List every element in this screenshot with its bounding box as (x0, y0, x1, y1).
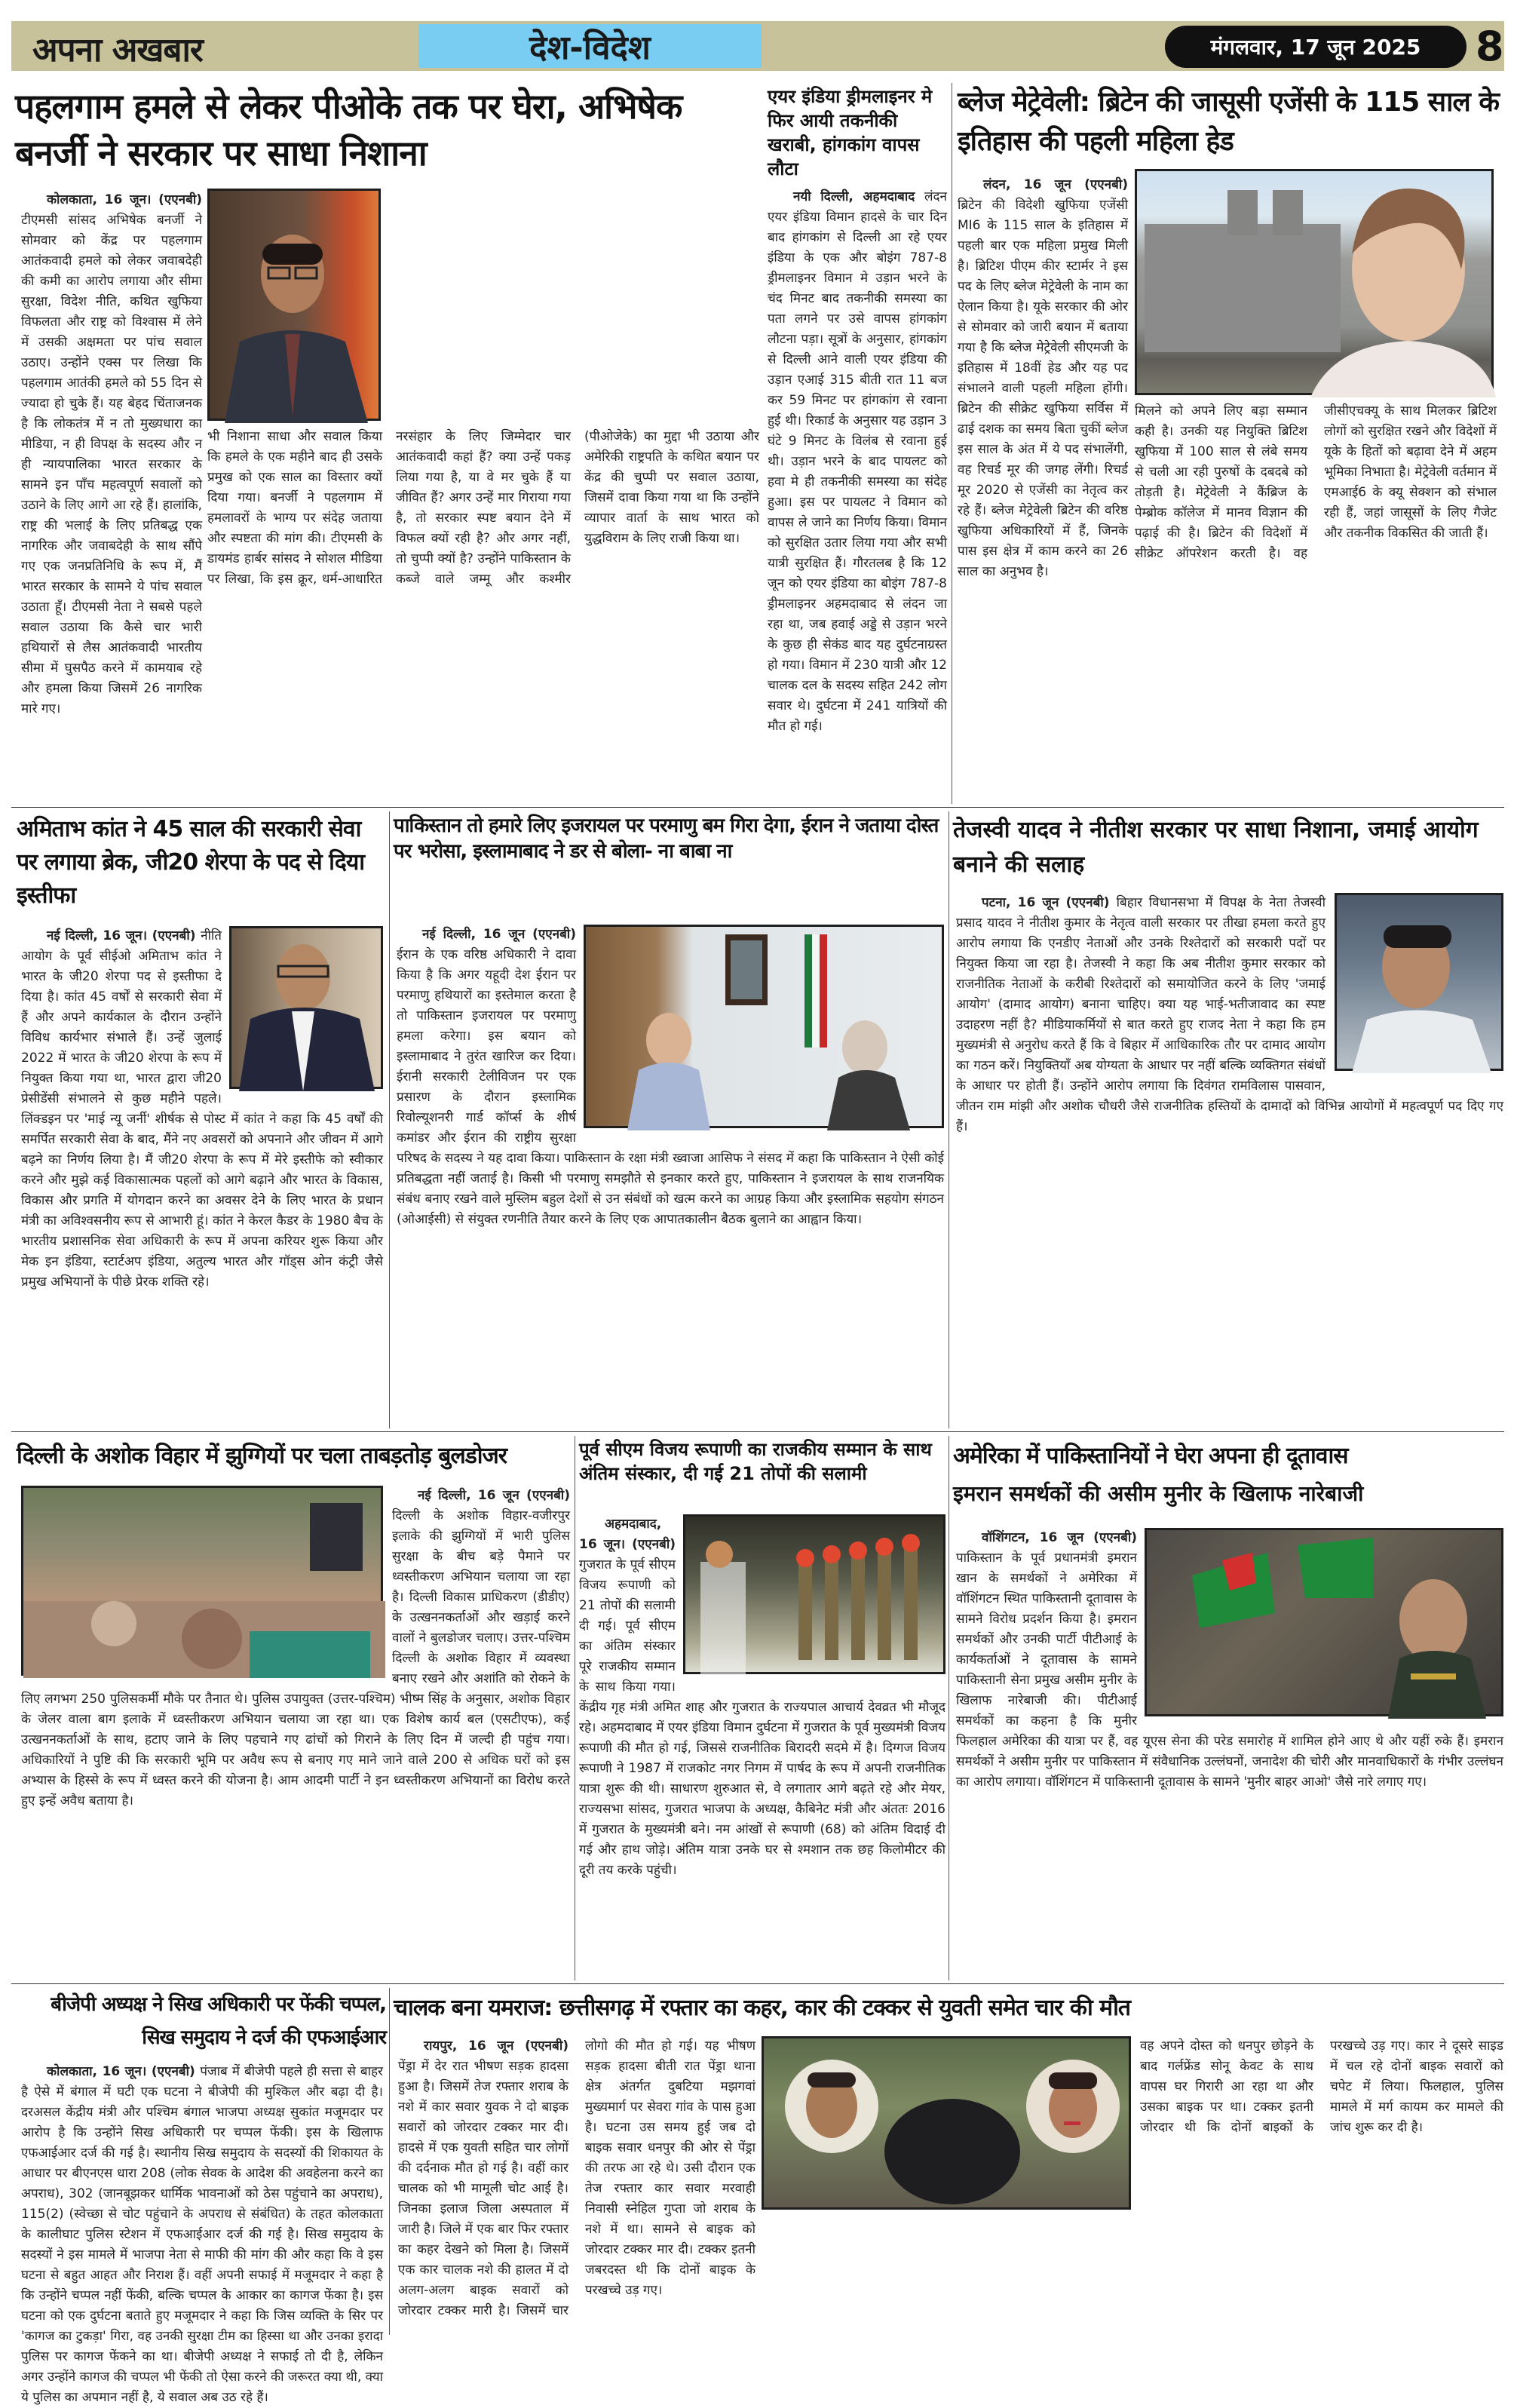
article-mi6 (958, 83, 1504, 166)
article-mi6-body (958, 175, 1128, 801)
section-label: देश-विदेश (529, 29, 651, 67)
article-chhattisgarh (394, 1989, 1505, 2030)
newspaper-brand: अपना अखबार (32, 31, 203, 69)
article-airindia-headline-box (768, 84, 949, 183)
column-divider (389, 1988, 390, 2335)
guard-of-honour-illustration-icon (685, 1517, 948, 1676)
mi6-building-illustration-icon (1137, 171, 1496, 397)
section-label-box (418, 24, 762, 68)
accident-illustration-icon (764, 2038, 1133, 2212)
article-airindia (768, 187, 947, 802)
headline-bjp: बीजेपी अध्यक्ष ने सिख अधिकारी पर फेंकी चप्पल, सिख समुदाय ने दर्ज की एफआईआर (51, 1993, 386, 2049)
article-mi6-body-cont (1135, 401, 1497, 801)
protest-illustration-icon (1147, 1530, 1506, 1719)
headline-airindia: एयर इंडिया ड्रीमलाइनर मे फिर आयी तकनीकी खराबी, हांगकांग वापस लौटा (768, 86, 933, 179)
dateline-rupani: अहमदाबाद, 16 जून। (एएनबी) (579, 1517, 676, 1552)
subheadline-embassy: इमरान समर्थकों की असीम मुनीर के खिलाफ नारेबाजी (953, 1481, 1364, 1506)
headline-mi6: ब्लेज मेट्रेवेली: ब्रिटेन की जासूसी एजेंसी के 115 साल के इतिहास की पहली महिला हेड (958, 87, 1500, 157)
body-iran: ईरान के एक वरिष्ठ अधिकारी ने दावा किया है कि अगर यहूदी देश ईरान पर परमाणु हथियारों का इस्तेमाल करता है तो पाकिस्तान इजरायल पर परमाणु हमला करेगा। इस बयान को इस्लामाबाद ने तुरंत खारिज कर दिया। ईरानी सरकारी टेलीविजन पर एक प्रसारण के दौरान इस्लामिक रिवोल्यूशनरी गार्ड कॉर्प्स के शीर्ष कमांडर और ईरान की राष्ट्रीय सुरक्षा परिषद के सदस्य ने यह दावा किया। पाकिस्तान के रक्षा मंत्री ख्वाजा आसिफ ने संसद में कहा कि पाकिस्तान ने ऐसी कोई प्रतिबद्धता नहीं जताई है। किसी भी परमाणु समझौते से इनकार करते हुए, पाकिस्तान ने इजरायल के साथ राजनयिक संबंध बनाए रखने वाले मुस्लिम बहुल देशों से उन संबंधों को खत्म करने का आग्रह किया और इस्लामिक सहयोग संगठन (ओआईसी) से संयुक्त रणनीति तैयार करने के लिए एक आपातकालीन बैठक बुलाने का आह्वान किया। (397, 947, 944, 1227)
photo-bulldozer-demolition (21, 1486, 383, 1676)
portrait-illustration-icon (210, 191, 383, 423)
headline-chhattisgarh: चालक बना यमराज: छत्तीसगढ़ में रफ्तार का कहर, कार की टक्कर से युवती समेत चार की मौत (394, 1995, 1130, 2021)
dateline-iran: नई दिल्ली, 16 जून (एएनबी) (422, 927, 576, 942)
body-kant: नीति आयोग के पूर्व सीईओ अमिताभ कांत ने भारत के जी20 शेरपा पद से इस्तीफा दे दिया है। कांत 45 वर्षों से सरकारी सेवा में हैं और अपने कार्यकाल के दौरान उन्होंने विविध कार्यभार संभाले हैं। उन्हें जुलाई 2022 में भारत के जी20 शेरपा के रूप में नियुक्त किया गया था, भारत द्वारा जी20 प्रेसीडेंसी संभालने से कुछ महीने पहले। लिंक्डइन पर 'माई न्यू जर्नी' शीर्षक से पोस्ट में कांत ने कहा कि 45 वर्षों की समर्पित सरकारी सेवा के बाद, मैंने नए अवसरों को अपनाने और जीवन में आगे बढ़ने का निर्णय लिया है। मैं जी20 शेरपा के रूप में मेरे इस्तीफे को स्वीकार करने और मुझे कई विकासात्मक पहलों को आगे बढ़ाने और भारत के विकास, विकास और प्रगति में योगदान करने का अवसर देने के लिए भारत के प्रधान मंत्री का अविश्वसनीय रूप से आभारी हूं। कांत ने केरल कैडर के 1980 बैच के भारतीय प्रशासनिक सेवा अधिकारी के रूप में अपना करियर शुरू किया और मेक इन इंडिया, स्टार्टअप इंडिया, अतुल्य भारत और गॉड्स ओन कंट्री जैसे प्रमुख अभियानों के पीछे प्रेरक शक्ति रहे। (21, 928, 383, 1290)
dateline-abhishek: कोलकाता, 16 जून। (एएनबी) (47, 192, 202, 207)
photo-abhishek-banerjee (207, 189, 381, 421)
photo-accident-victims (762, 2036, 1131, 2210)
body-chhattisgarh: पेंड्रा में देर रात भीषण सड़क हादसा हुआ है। जिसमें तेज रफ्तार शराब के नशे में कार सवार युवक ने दो बाइक सवारों को जोरदार टक्कर मार दी। हादसे में एक युवती सहित चार लोगों की दर्दनाक मौत हो गई है। वहीं कार चालक को भी मामूली चोट आई है। जिनका इलाज जिला अस्पताल में जारी है। जिले में एक बार फिर रफ्तार का कहर देखने को मिला है। जिसमें एक कार चालक नशे की हालत में दो अलग-अलग बाइक सवारों को जोरदार टक्कर मारी है। जिसमें चार लोगो की मौत हो गई। यह भीषण सड़क हादसा बीती रात पेंड्रा थाना क्षेत्र अंतर्गत दुबटिया मझगवां मुख्यमार्ग पर सेवरा गांव के पास हुआ है। घटना उस समय हुई जब दो बाइक सवार धनपुर की ओर से पेंड्रा की तरफ आ रहे थे। उसी दौरान एक तेज रफ्तार कार सवार मरवाही निवासी स्नेहिल गुप्ता जो शराब के नशे में था। सामने से बाइक को जोरदार टक्कर मार दी। टक्कर इतनी जबरदस्त थी कि दोनों बाइक के परखच्चे उड़ गए। (398, 2038, 755, 2318)
dateline-tejashwi: पटना, 16 जून (एएनबी) (982, 895, 1117, 910)
section-divider (11, 1983, 1504, 1984)
headline-kant: अमिताभ कांत ने 45 साल की सरकारी सेवा पर लगाया ब्रेक, जी20 शेरपा के पद से दिया इस्तीफा (17, 816, 365, 909)
article-bjp-body (21, 2062, 383, 2405)
masthead (11, 21, 1504, 71)
headline-rupani: पूर्व सीएम विजय रूपाणी का राजकीय सम्मान के साथ अंतिम संस्कार, दी गई 21 तोपों की सलामी (579, 1439, 932, 1484)
dateline-kant: नई दिल्ली, 16 जून। (एएनबी) (47, 928, 201, 943)
article-abhishek-body (21, 190, 202, 801)
article-chhattisgarh-body-cont (1140, 2036, 1503, 2335)
section-divider (11, 807, 1504, 808)
article-abhishek-body-cont (207, 427, 759, 800)
body-bulldozer: दिल्ली के अशोक विहार-वजीरपुर इलाके की झुग्गियों में भारी पुलिस सुरक्षा के बीच बड़े पैमाने पर ध्वस्तीकरण अभियान चलाया जा रहा है। दिल्ली विकास प्राधिकरण (डीडीए) के उत्खननकर्ताओं और खड़ाई करने वालों ने बुलडोजर चलाए। उत्तर-पश्चिम दिल्ली के अशोक विहार में व्यवस्था बनाए रखने और अशांति को रोकने के लिए लगभग 250 पुलिसकर्मी मौके पर तैनात थे। पुलिस उपायुक्त (उत्तर-पश्चिम) भीष्म सिंह के अनुसार, अशोक विहार के जेलर वाला बाग इलाके में ध्वस्तीकरण अभियान चलाया जा रहा था। एक विशेष कार्य बल (एसटीएफ), कई उत्खननकर्ताओं के साथ, हटाए जाने के लिए पहचाने गए ढांचों को गिराने के लिए दिन में जल्दी ही पहुंच गया। अधिकारियों ने पुष्टि की कि सरकारी भूमि पर अवैध रूप से बनाए गए माने जाने वाले 200 से अधिक घरों को इस अभ्यास के हिस्से के रूप में ध्वस्त करने की योजना है। आम आदमी पार्टी ने इन ध्वस्तीकरण अभियानों का विरोध करते हुए इन्हें अवैध बताया है। (21, 1508, 570, 1808)
photo-float-spacer (576, 925, 944, 1136)
portrait-illustration-icon (231, 928, 385, 1091)
article-bulldozer (17, 1437, 572, 1480)
article-rupani (579, 1437, 945, 1510)
article-bjp (17, 1988, 386, 2057)
photo-embassy-protest (1145, 1528, 1503, 1716)
article-chhattisgarh-body (398, 2036, 755, 2335)
article-iran-body (397, 925, 944, 1425)
dateline-bjp: कोलकाता, 16 जून। (एएनबी) (47, 2064, 201, 2079)
headline-abhishek: पहलगाम हमले से लेकर पीओके तक पर घेरा, अभिषेक बनर्जी ने सरकार पर साधा निशाना (15, 86, 682, 173)
body-bjp: पंजाब में बीजेपी पहले ही सत्ता से बाहर है ऐसे में बंगाल में घटी एक घटना ने बीजेपी की मुश्किल और बढ़ा दी है। दरअसल केंद्रीय मंत्री और पश्चिम बंगाल भाजपा अध्यक्ष सुकांत मजूमदार पर आरोप है कि उन्होंने सिख अधिकारी पर चप्पल फेंकी। इस के खिलाफ एफआईआर दर्ज की गई है। स्थानीय सिख समुदाय के सदस्यों की शिकायत के आधार पर बीएनएस धारा 208 (लोक सेवक के आदेश की अवहेलना करने का अपराध), 302 (जानबूझकर धार्मिक भावनाओं को ठेस पहुंचाने का अपराध), 115(2) (स्वेच्छा से चोट पहुंचाने के अपराध से संबंधित) के तहत कोलकाता के कालीघाट पुलिस स्टेशन में एफआईआर दर्ज की गई है। सिख समुदाय के सदस्यों ने इस मामले में भाजपा नेता से माफी की मांग की और कहा कि वे इस घटना से बहुत आहत और निराश हैं। वहीं अपनी सफाई में मजूमदार ने कहा है कि उन्होंने चप्पल नहीं फेंकी, बल्कि चप्पल के आकार का कागज फेंका है। इस घटना को एक दुर्घटना बताते हुए मजूमदार ने कहा कि जिस व्यक्ति के सिर पर 'कागज का टुकड़ा' गिरा, वह उनकी सुरक्षा टीम का हिस्सा था और उनका इरादा पुलिस पर कागज फेंकने का था। बीजेपी अध्यक्ष ने सफाई तो दी है, लेकिन अगर उन्होंने कागज की चप्पल भी फेंकी तो ऐसा करने की जरूरत क्या थी, क्या ये पुलिस का अपमान नहीं है, ये सवाल अब उठ रहे हैं। (21, 2064, 383, 2405)
headline-bulldozer: दिल्ली के अशोक विहार में झुग्गियों पर चला ताबड़तोड़ बुलडोजर (17, 1443, 507, 1469)
headline-embassy: अमेरिका में पाकिस्तानियों ने घेरा अपना ही दूतावास (953, 1443, 1348, 1469)
article-kant (17, 813, 386, 919)
dateline-airindia: नयी दिल्ली, अहमदाबाद (793, 189, 924, 204)
body-rupani: गुजरात के पूर्व सीएम विजय रूपाणी को 21 तोपों की सलामी दी गई। पूर्व सीएम का अंतिम संस्कार पूरे राजकीय सम्मान के साथ किया गया। केंद्रीय गृह मंत्री अमित शाह और गुजरात के राज्यपाल आचार्य देवव्रत भी मौजूद रहे। अहमदाबाद में एयर इंडिया विमान दुर्घटना में गुजरात के पूर्व मुख्यमंत्री विजय रूपाणी की मौत हो गई, जिससे राजनीतिक बिरादरी सदमे में है। दिग्गज विजय रूपाणी ने 1987 में राजकोट नगर निगम में पार्षद के रूप में अपनी राजनीतिक यात्रा शुरू की थी। साधारण शुरुआत से, वे लगातार आगे बढ़ते रहे और मेयर, राज्यसभा सांसद, गुजरात भाजपा के अध्यक्ष, कैबिनेट मंत्री और अंततः 2016 में गुजरात के मुख्यमंत्री बने। नम आंखों से रूपाणी (68) को अंतिम विदाई दी गई और हाथ जोड़े। अंतिम यात्रा उनके घर से श्मशान तक छह किलोमीटर की दूरी तय करके पहुंची। (579, 1557, 945, 1878)
body-airindia-text: लंदन एयर इंडिया विमान हादसे के चार दिन बाद हांगकांग से दिल्ली आ रहे एयर इंडिया के एक और बोइंग 787-8 ड्रीमलाइनर विमान मे उड़ान भरने के चंद मिनट बाद तकनीकी समस्या का पता लगने पर उसे वापस हांगकांग लौटना पड़ा। सूत्रों के अनुसार, हांगकांग से दिल्ली आने वाली एयर इंडिया की उड़ान एआई 315 बीती रात 11 बज कर 59 मिनट पर हांगकांग से रवाना हुई थी। रिकार्ड के अनुसार यह उड़ान 3 घंटे 9 मिनट के विलंब से रवाना हुई थी। उड़ान भरने के बाद पायलट को हवा मे ही तकनीकी समस्या का संदेह हुआ। इस पर पायलट ने विमान को वापस ले जाने का निर्णय किया। विमान को सुरक्षित उतार लिया गया और सभी यात्री सुरक्षित हैं। गौरतलब है कि 12 जून को एयर इंडिया का बोइंग 787-8 ड्रीमलाइनर अहमदाबाद से लंदन जा रहा था, जब हवाई अड्डे से उड़ान भरने के कुछ ही सेकंड बाद यह दुर्घटनाग्रस्त हो गया। विमान में 230 यात्री और 12 चालक दल के सदस्य सहित 242 लोग सवार थे। दुर्घटना में 241 यात्रियों की मौत हो गई। (768, 189, 947, 734)
article-embassy (953, 1437, 1505, 1522)
column-divider (389, 811, 390, 1428)
rubble-illustration-icon (23, 1488, 385, 1678)
body-mi6-cont: मिलने को अपने लिए बड़ा सम्मान कही है। उनकी यह नियुक्ति ब्रिटिश खुफिया में 100 साल से लंबे समय से चली आ रही पुरुषों के दबदबे को तोड़ती है। मेट्रेवेली ने कैंब्रिज के पेम्ब्रोक कॉलेज में मानव विज्ञान की पढ़ाई की है। ब्रिटेन की विदेशों में सीक्रेट ऑपरेशन करती है। वह जीसीएचक्यू के साथ मिलकर ब्रिटिश लोगों को सुरक्षित रखने और विदेशों में यूके के हितों को बढ़ावा देने में अहम भूमिका निभाता है। मेट्रेवेली वर्तमान में एमआई6 के क्यू सेक्शन को संभाल रही हैं, जहां जासूसों के लिए गैजेट और तकनीक विकसित की जाती हैं। (1135, 403, 1497, 561)
section-divider (11, 1431, 1504, 1432)
article-abhishek (15, 83, 762, 181)
photo-rupani-funeral (683, 1514, 945, 1674)
dateline-mi6: लंदन, 16 जून (एएनबी) (983, 177, 1128, 192)
headline-iran: पाकिस्तान तो हमारे लिए इजरायल पर परमाणु बम गिरा देगा, ईरान ने जताया दोस्त पर भरोसा, इस्लामाबाद ने डर से बोला- ना बाबा ना (394, 814, 939, 863)
body-embassy: पाकिस्तान के पूर्व प्रधानमंत्री इमरान खान के समर्थकों ने अमेरिका में वॉशिंगटन स्थित पाकिस्तानी दूतावास के सामने विरोध प्रदर्शन किया है। इमरान समर्थकों और उनकी पार्टी पीटीआई के कार्यकर्ताओं ने दूतावास के सामने पाकिस्तानी सेना प्रमुख असीम मुनीर के खिलाफ नारेबाजी की। पीटीआई समर्थकों का कहना है कि मुनीर फिलहाल अमेरिका की यात्रा पर हैं, वह यूएस सेना की परेड समारोह में शामिल होने आए थे और यहीं रुके हैं। इमरान समर्थकों ने असीम मुनीर पर पाकिस्तान में संवैधानिक उल्लंघनों, जनादेश की चोरी और मानवाधिकारों के गंभीर उल्लंघन का आरोप लगाया। वॉशिंगटन में पाकिस्तानी दूतावास के सामने 'मुनीर बाहर आओ' जैसे नारे लगाए गए। (956, 1551, 1503, 1790)
date-badge (1165, 26, 1466, 68)
headline-tejashwi: तेजस्वी यादव ने नीतीश सरकार पर साधा निशाना, जमाई आयोग बनाने की सलाह (953, 817, 1479, 878)
article-tejashwi (953, 813, 1505, 888)
issue-date: मंगलवार, 17 जून 2025 (1210, 35, 1421, 60)
photo-amitabh-kant (229, 926, 383, 1089)
portrait-illustration-icon (1337, 895, 1506, 1073)
photo-blaise-metreweli (1135, 169, 1494, 395)
body-abhishek-cont: भी निशाना साधा और सवाल किया कि हमले के एक महीने बाद ही उसके प्रमुख को एक साल का विस्तार क्यों दिया गया। बनर्जी ने पहलगाम में हमलावरों के भाग्य पर संदेह जताया और स्पष्टता की मांग की। टीएमसी के डायमंड हार्बर सांसद ने सोशल मीडिया पर लिखा, कि इस क्रूर, धर्म-आधारित नरसंहार के लिए जिम्मेदार चार आतंकवादी कहां हैं? क्या उन्हें पकड़ लिया गया है, या वे मर चुके हैं या जीवित हैं? अगर उन्हें मार गिराया गया है, तो सरकार स्पष्ट बयान देने में विफल क्यों रही है? और अगर नहीं, तो चुप्पी क्यों है? उन्होंने पाकिस्तान के कब्जे वाले जम्मू और कश्मीर (पीओजेके) का मुद्दा भी उठाया और अमेरिकी राष्ट्रपति के कथित बयान पर केंद्र की चुप्पी पर सवाल उठाया, जिसमें दावा किया गया था कि उन्होंने व्यापार वार्ता के साथ भारत को युद्धविराम के लिए राजी किया था। (207, 429, 759, 587)
dateline-bulldozer: नई दिल्ली, 16 जून (एएनबी) (418, 1488, 570, 1503)
article-iran (394, 813, 945, 919)
photo-tejashwi-yadav (1335, 893, 1503, 1071)
body-mi6: ब्रिटेन की विदेशी खुफिया एजेंसी MI6 के 115 साल के इतिहास में पहली बार एक महिला प्रमुख मिली है। ब्रिटिश पीएम कीर स्टार्मर ने इस पद के लिए ब्लेज मेट्रेवेली के नाम का ऐलान किया है। यूके सरकार की ओर से सोमवार को जारी बयान में बताया गया है कि ब्लेज मेट्रेवेली सीएमजी के इतिहास में 18वीं हेड और यह पद संभालने वाली पहली महिला होंगी। ब्रिटेन की सीक्रेट खुफिया सर्विस में ढाई दशक का समय बिता चुकीं ब्लेज इस साल के अंत में ये पद संभालेंगी, वह रिचर्ड मूर की जगह लेंगी। रिचर्ड मूर 2020 से एजेंसी का नेतृत्व कर रहे हैं। ब्लेज मेट्रेवेली ब्रिटेन की वरिष्ठ खुफिया अधिकारियों में हैं, जिनके पास इस क्षेत्र में काम करने का 26 साल का अनुभव है। (958, 198, 1128, 579)
page-number: 8 (1476, 23, 1504, 70)
dateline-chhattisgarh: रायपुर, 16 जून (एएनबी) (424, 2038, 569, 2054)
dateline-embassy: वॉशिंगटन, 16 जून (एएनबी) (982, 1530, 1137, 1545)
body-chhattisgarh-cont: वह अपने दोस्त को धनपुर छोड़ने के बाद गर्लफ्रेंड सोनू केवट के साथ वापस घर गिरारी आ रहा था और उसका बाइक पर था। टक्कर इतनी जोरदार थी कि दोनों बाइकों के परखच्चे उड़ गए। कार ने दूसरे साइड में चल रहे दोनों बाइक सवारों को चपेट में लिया। फिलहाल, पुलिस मामले में मर्ग कायम कर मामले की जांच शुरू कर दी है। (1140, 2038, 1503, 2135)
body-abhishek: टीएमसी सांसद अभिषेक बनर्जी ने सोमवार को केंद्र पर पहलगाम आतंकवादी हमले को लेकर जवाबदेही की कमी का आरोप लगाया और सीमा सुरक्षा, विदेश नीति, कथित खुफिया विफलता और राष्ट्र को विश्वास में लेने में उसकी अक्षमता पर पांच सवाल उठाए। उन्होंने एक्स पर लिखा कि पहलगाम आतंकी हमले को 55 दिन से ज्यादा हो चुके हैं। यह बेहद चिंताजनक है कि लोकतंत्र में न तो मुख्यधारा का मीडिया, न ही विपक्ष के सदस्य और न ही न्यायपालिका भारत सरकार के सामने इन पाँच महत्वपूर्ण सवालों को उठाने के लिए आगे आ रहे हैं। हालांकि, राष्ट्र की भलाई के लिए प्रतिबद्ध एक नागरिक और जवाबदेही के साथ सौंपे गए एक जनप्रतिनिधि के रूप में, मैं भारत सरकार के सामने ये पांच सवाल उठाता हूँ। टीएमसी नेता ने सबसे पहले सवाल उठाया कि कैसे चार भारी हथियारों से लैस आतंकवादी भारतीय सीमा में घुसपैठ करने में कामयाब रहे और हमला किया जिसमें 26 नागरिक मारे गए। (21, 213, 202, 716)
body-tejashwi: बिहार विधानसभा में विपक्ष के नेता तेजस्वी प्रसाद यादव ने नीतीश कुमार के नेतृत्व वाली सरकार पर तीखा हमला करते हुए आरोप लगाया कि एनडीए नेताओं और उनके रिश्तेदारों को सरकारी पदों पर नियुक्त किया जा रहा है। तेजस्वी ने कहा कि अब नीतीश कुमार सरकार को राजनीतिक नेताओं के करीबी रिश्तेदारों को समायोजित करने के लिए 'जमाई आयोग' (दामाद आयोग) बनाना चाहिए। क्या यह भाई-भतीजावाद का स्पष्ट उदाहरण नहीं है? मीडियाकर्मियों से बात करते हुए राजद नेता ने कहा कि हम मुख्यमंत्री से अनुरोध करते हैं कि वे बिहार में आधिकारिक तौर पर दामाद आयोग का गठन करें। नियुक्तियाँ अब योग्यता के आधार पर नहीं बल्कि व्यक्तिगत संबंधों के आधार पर होती हैं। उन्होंने आरोप लगाया कि दिवंगत रामविलास पासवान, जीतन राम मांझी और अशोक चौधरी जैसे राजनीतिक हस्तियों के दामादों को विभिन्न आयोगों में महत्वपूर्ण पद दिए गए हैं। (956, 895, 1503, 1134)
